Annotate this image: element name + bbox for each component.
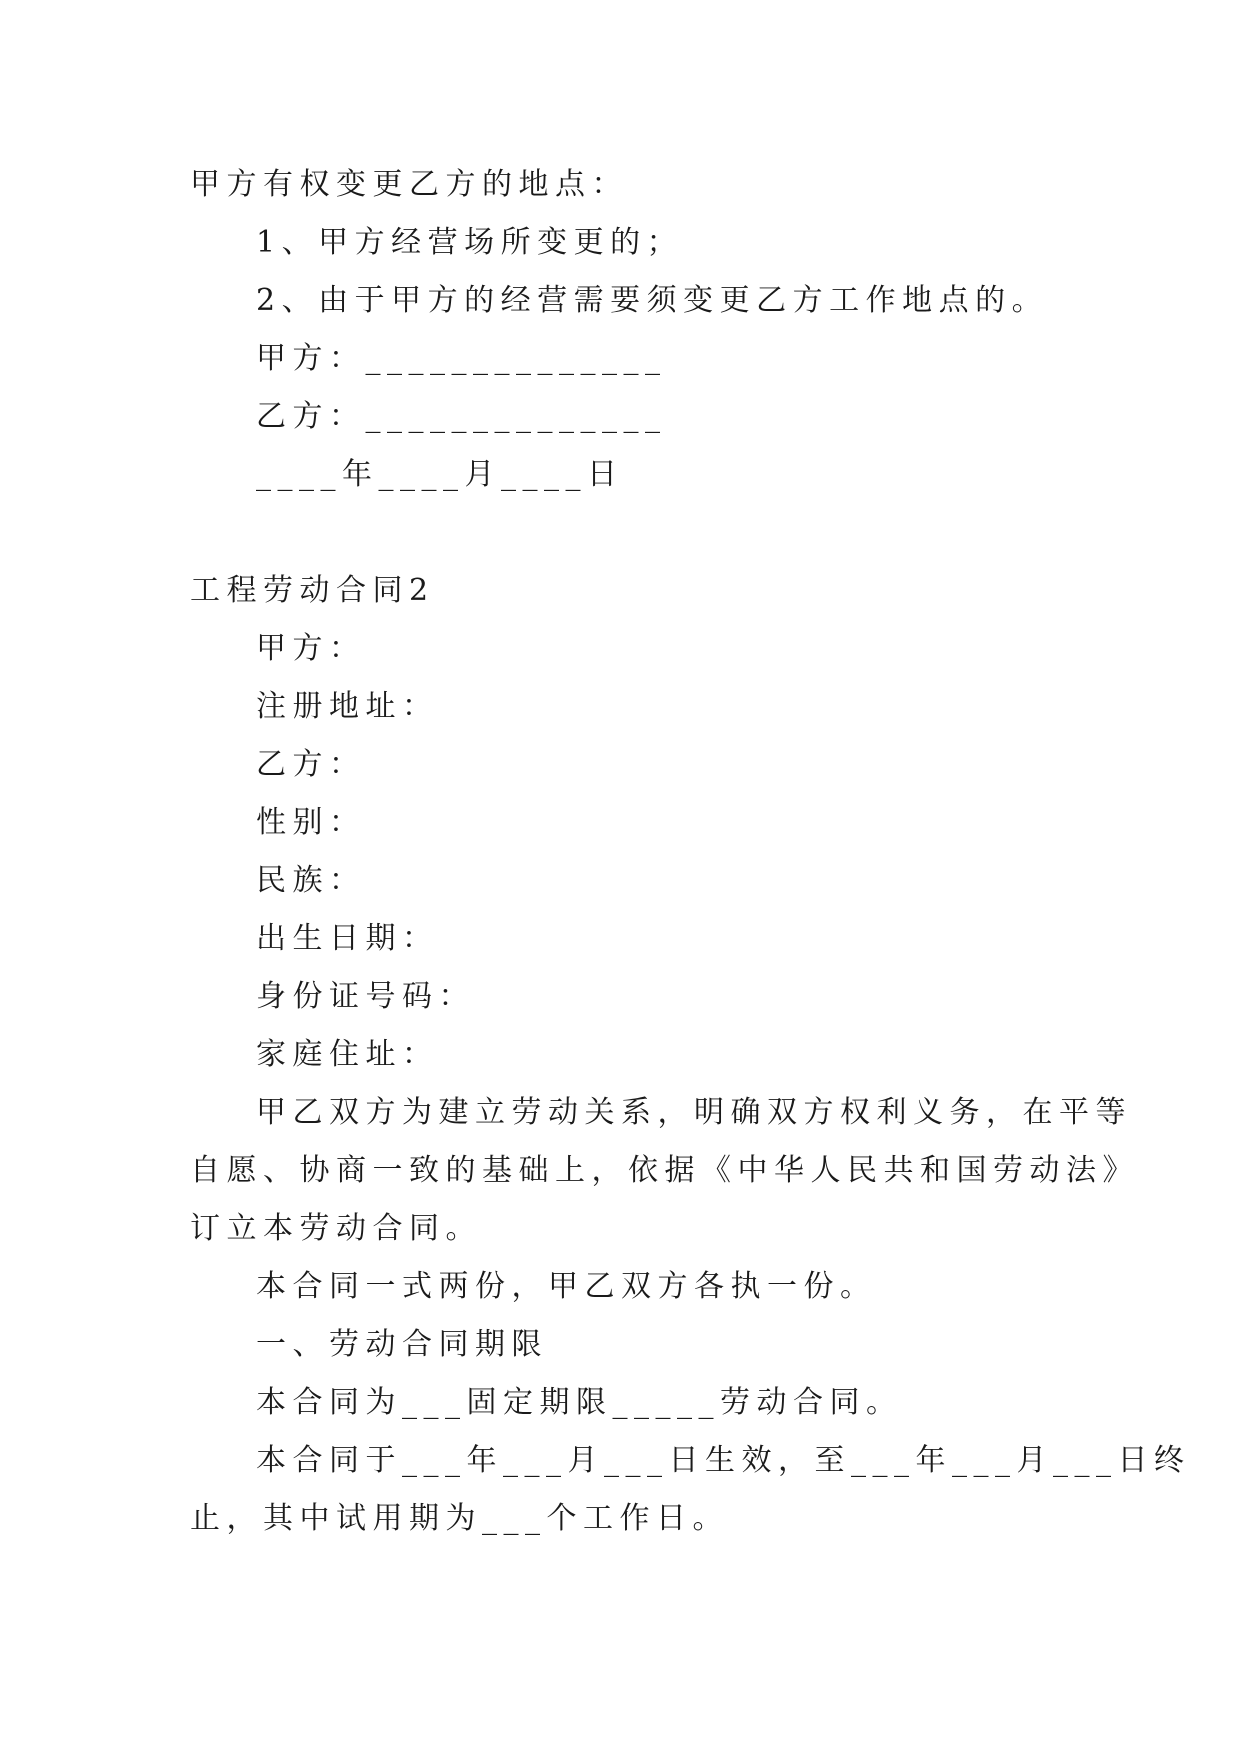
field-label: 注册地址：	[256, 689, 439, 724]
paragraph-line: 甲乙双方为建立劳动关系，明确双方权利义务，在平等	[256, 1095, 1132, 1130]
signature-date: ____年____月____日	[256, 457, 624, 492]
section-heading: 一、劳动合同期限	[256, 1327, 548, 1362]
signature-party-a: 甲方：______________	[256, 341, 667, 376]
clause-item: 2、由于甲方的经营需要须变更乙方工作地点的。	[256, 283, 1049, 318]
paragraph-line: 本合同一式两份，甲乙双方各执一份。	[256, 1269, 877, 1304]
field-label: 性别：	[256, 805, 366, 840]
field-label: 甲方：	[256, 631, 366, 666]
field-label: 民族：	[256, 863, 366, 898]
paragraph-line: 止，其中试用期为___个工作日。	[190, 1501, 729, 1536]
field-label: 出生日期：	[256, 921, 439, 956]
paragraph-line: 本合同于___年___月___日生效，至___年___月___日终	[256, 1443, 1191, 1478]
field-label: 乙方：	[256, 747, 366, 782]
document-title: 工程劳动合同2	[190, 573, 435, 608]
paragraph-line: 订立本劳动合同。	[190, 1211, 482, 1246]
field-label: 家庭住址：	[256, 1037, 439, 1072]
paragraph-line: 自愿、协商一致的基础上，依据《中华人民共和国劳动法》	[190, 1153, 1139, 1188]
signature-party-b: 乙方：______________	[256, 399, 667, 434]
clause-item: 1、甲方经营场所变更的；	[256, 225, 684, 260]
paragraph-line: 本合同为___固定期限_____劳动合同。	[256, 1385, 903, 1420]
clause-heading: 甲方有权变更乙方的地点：	[190, 167, 628, 202]
field-label: 身份证号码：	[256, 979, 475, 1014]
